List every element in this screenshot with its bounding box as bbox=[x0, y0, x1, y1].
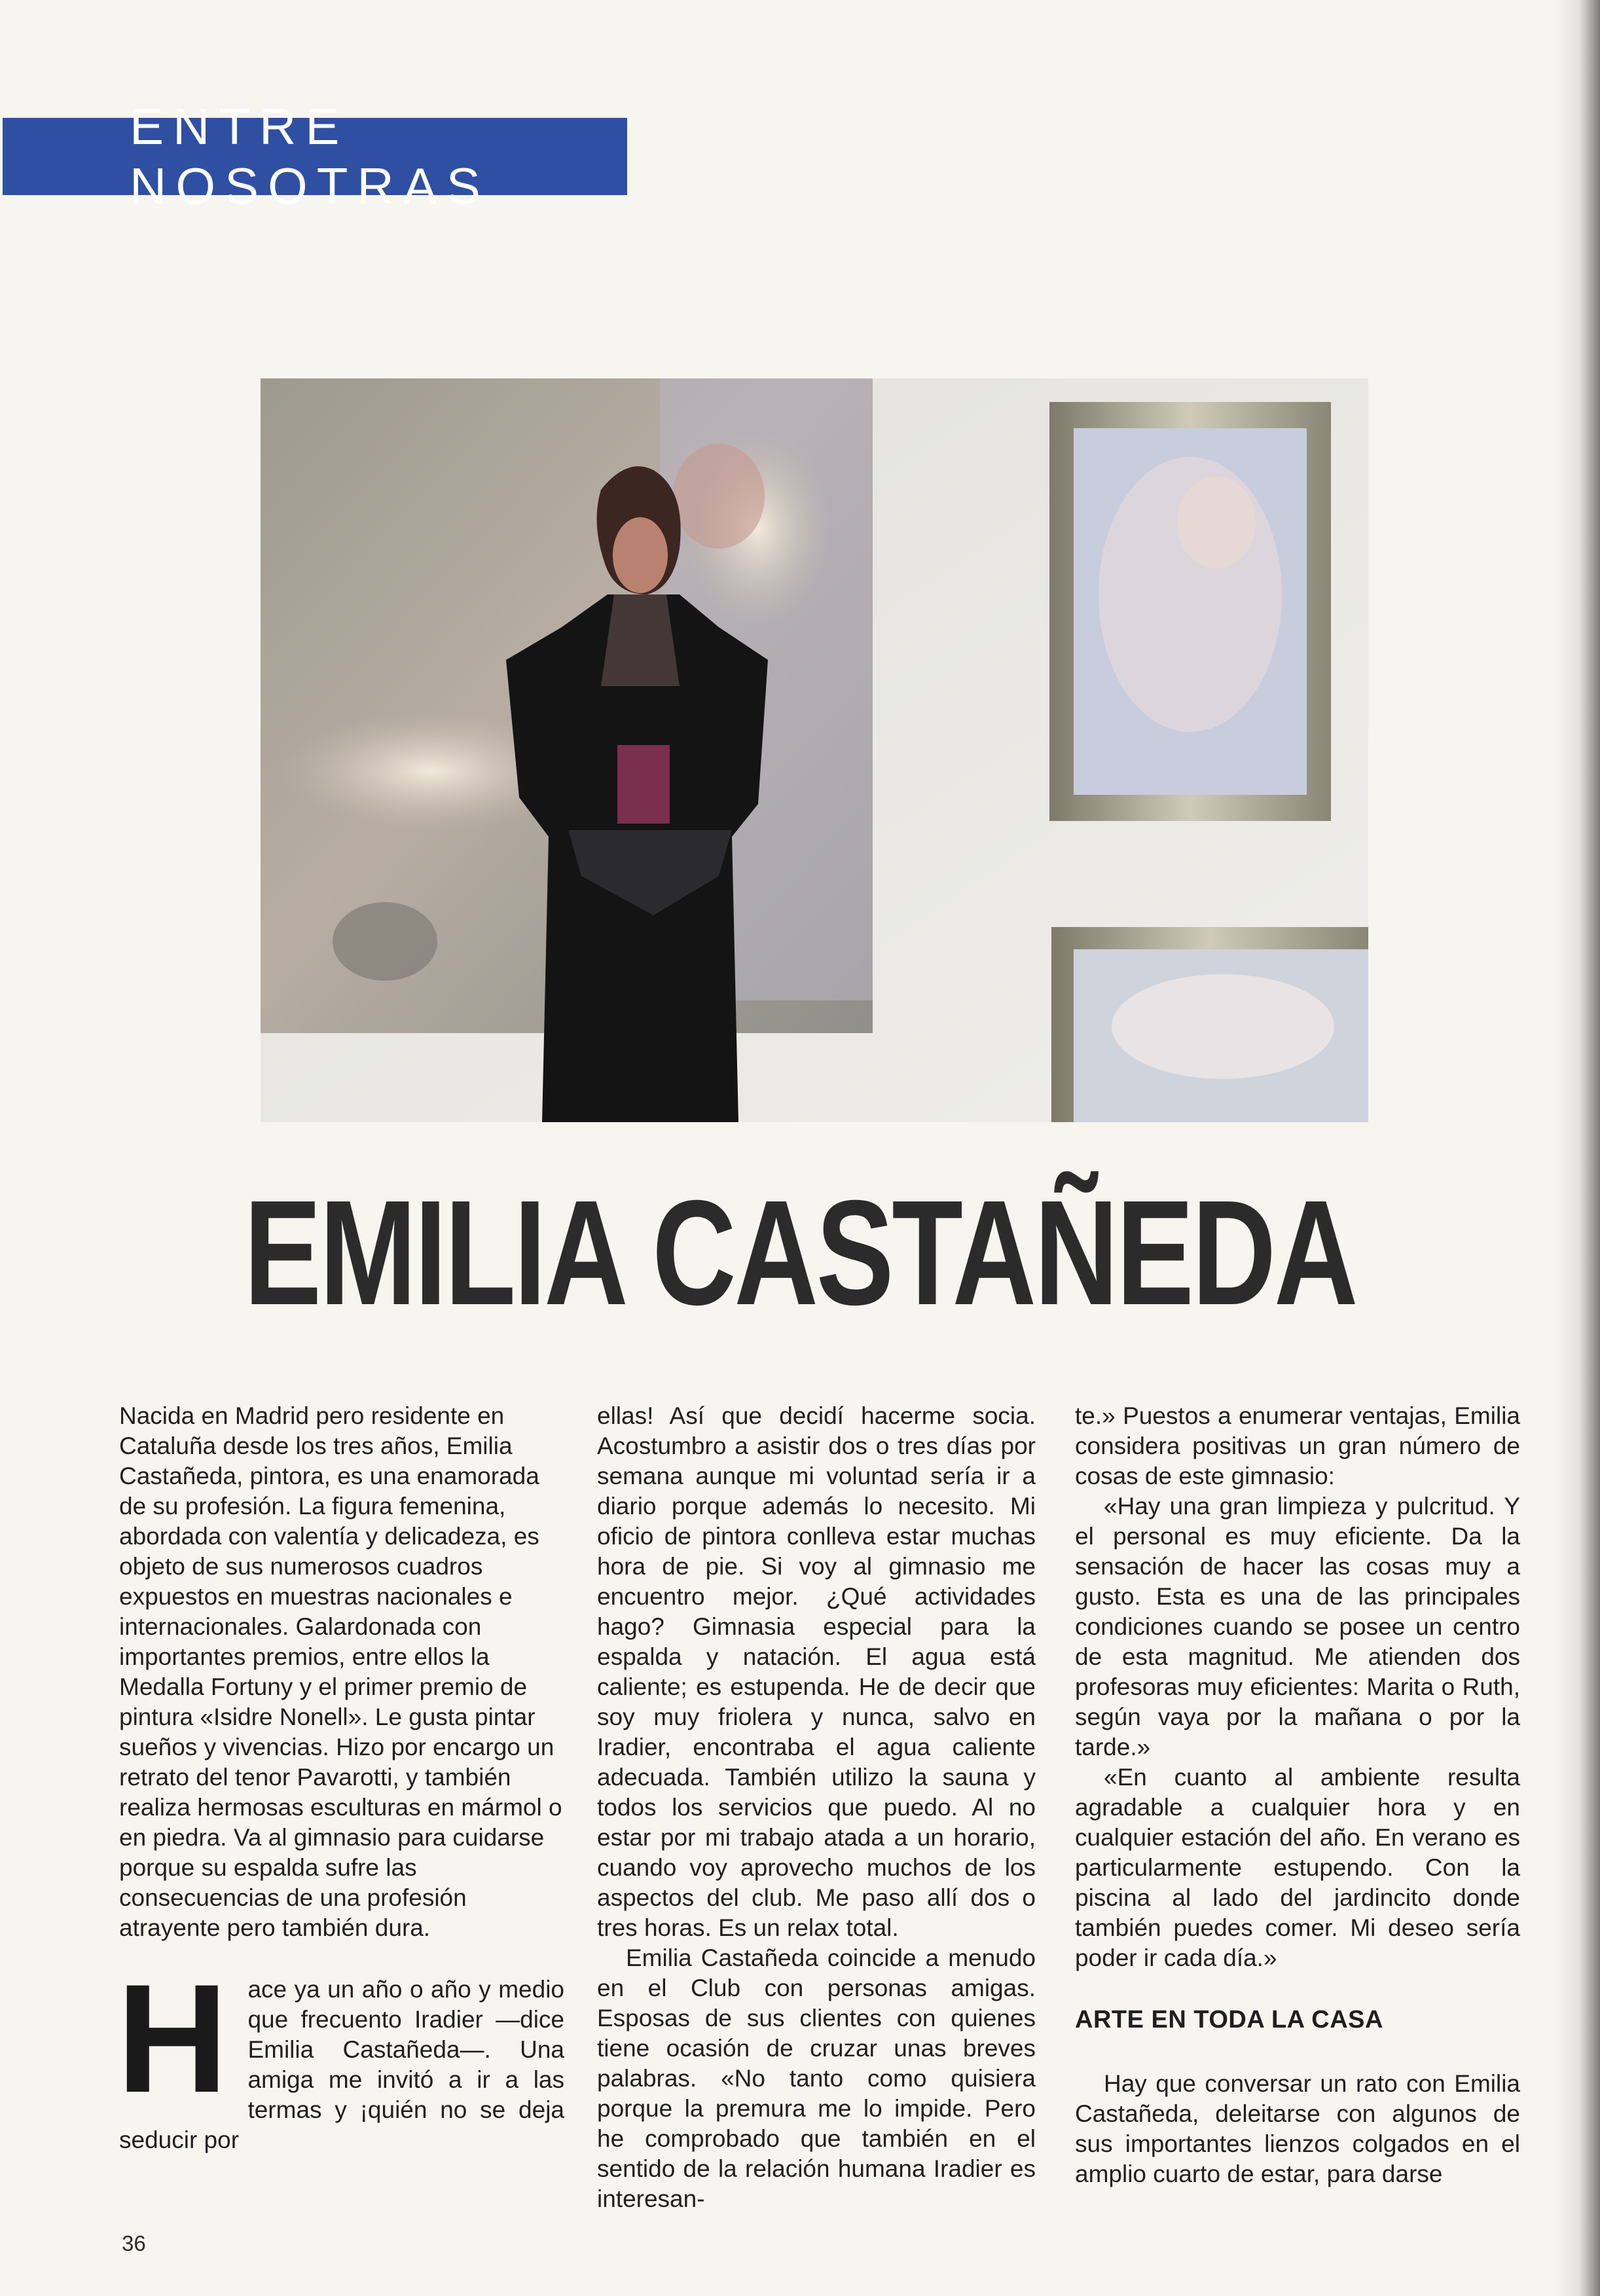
section-banner bbox=[3, 98, 627, 215]
text-column-2 bbox=[597, 1401, 1036, 2214]
body-text-col1: ace ya un año o año y medio que frecuento Iradier —dice Emilia Castañeda—. Una amiga me invitó a ir a las termas y ¡quién no se deja seducir por bbox=[119, 1976, 564, 2153]
article-headline bbox=[0, 1170, 1600, 1336]
text-column-1 bbox=[119, 1401, 564, 2155]
drop-cap: H bbox=[117, 1952, 228, 2125]
body-paragraph-start bbox=[117, 1952, 564, 2155]
body-paragraph: te.» Puestos a enumerar ventajas, Emilia considera positivas un gran número de cosas de este gimnasio: bbox=[1075, 1402, 1520, 1489]
section-banner-label: ENTRE NOSOTRAS bbox=[130, 98, 490, 215]
body-paragraph: «Hay una gran limpieza y pulcritud. Y el personal es muy eficiente. Da la sensación de hacer las cosas muy a gusto. Esta es una de las principales condiciones cuando se posee un centro de esta magnitud. Me atienden dos profesoras muy eficientes: Marita o Ruth, según vaya por la mañana o por la tarde.» bbox=[1075, 1493, 1520, 1760]
headline-text: EMILIA CASTAÑEDA bbox=[244, 1170, 1356, 1336]
text-column-3 bbox=[1075, 1401, 1520, 2189]
page-edge-shadow bbox=[1554, 0, 1600, 2296]
page-number: 36 bbox=[122, 2231, 146, 2255]
intro-paragraph: Nacida en Madrid pero residente en Cataluña desde los tres años, Emilia Castañeda, pintora, es una enamorada de su profesión. La figura femenina, abordada con valentía y delicadeza, es objeto de sus numerosos cuadros expuestos en muestras nacionales e internacionales. Galardonada con importantes premios, entre ellos la Medalla Fortuny y el primer premio de pintura «Isidre Nonell». Le gusta pintar sueños y vivencias. Hizo por encargo un retrato del tenor Pavarotti, y también realiza hermosas esculturas en mármol o en piedra. Va al gimnasio para cuidarse porque su espalda sufre las consecuencias de una profesión atrayente pero también dura. bbox=[119, 1402, 562, 1941]
body-paragraph: Emilia Castañeda coincide a menudo en el Club con personas amigas. Esposas de sus clientes con quienes tiene ocasión de cruzar unas breves palabras. «No tanto como quisiera porque la premura me lo impide. Pero he comprobado que también en el sentido de la relación humana Iradier es interesan- bbox=[597, 1944, 1036, 2212]
portrait-photo bbox=[261, 378, 1368, 1122]
body-paragraph: ellas! Así que decidí hacerme socia. Acostumbro a asistir dos o tres días por semana aunque mi voluntad sería ir a diario porque además lo necesito. Mi oficio de pintora conlleva estar muchas hora de pie. Si voy al gimnasio me encuentro mejor. ¿Qué actividades hago? Gimnasia especial para la espalda y natación. El agua está caliente; es estupenda. He de decir que soy muy friolera y nunca, salvo en Iradier, encontraba el agua caliente adecuada. También utilizo la sauna y todos los servicios que puedo. Al no estar por mi trabajo atada a un horario, cuando voy aprovecho muchos de los aspectos del club. Me paso allí dos o tres horas. Es un relax total. bbox=[597, 1402, 1036, 1941]
body-paragraph: Hay que conversar un rato con Emilia Castañeda, deleitarse con algunos de sus importantes lienzos colgados en el amplio cuarto de estar, para darse bbox=[1075, 2070, 1520, 2187]
body-paragraph: «En cuanto al ambiente resulta agradable a cualquier hora y en cualquier estación del año. En verano es particularmente estupendo. Con la piscina al lado del jardincito donde también puedes comer. Mi deseo sería poder ir cada día.» bbox=[1075, 1764, 1520, 1971]
subheading: ARTE EN TODA LA CASA bbox=[1075, 2006, 1383, 2033]
